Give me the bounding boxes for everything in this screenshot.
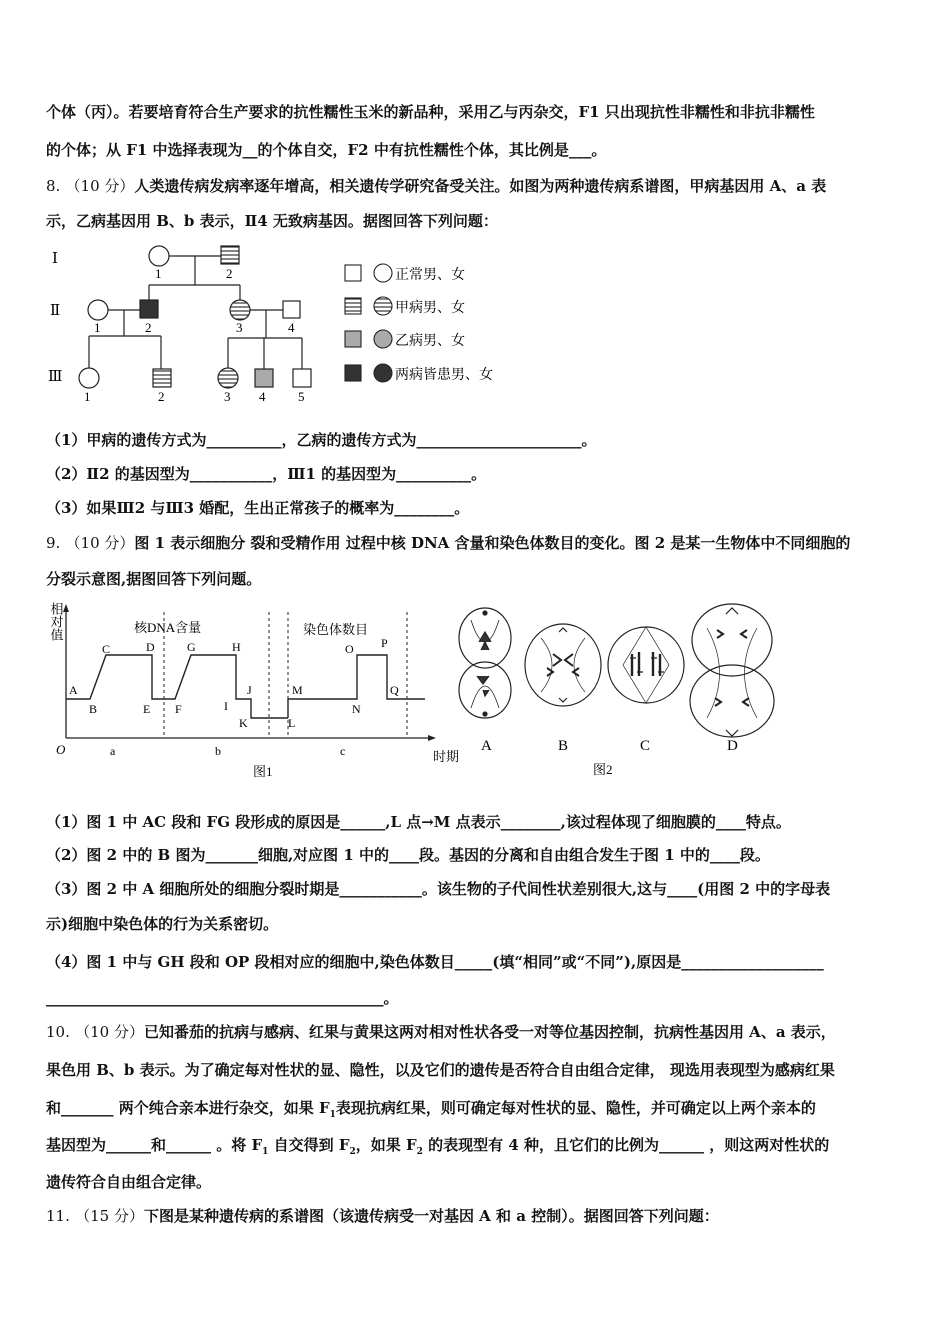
svg-text:K: K [239,716,248,730]
svg-text:P: P [381,636,388,650]
II3-disease-A-female [230,300,250,320]
III4-disease-B-male [255,369,273,387]
svg-text:H: H [232,640,241,654]
svg-text:A: A [481,738,492,754]
svg-text:I: I [224,699,228,713]
question-number: 10. [46,1023,70,1041]
svg-text:B: B [558,738,569,754]
svg-text:两病皆患男、女: 两病皆患男、女 [395,367,493,383]
x-axis-label: 时期 [433,749,460,764]
svg-text:Q: Q [390,683,399,697]
figure-2-cells [455,598,785,783]
svg-text:G: G [187,640,196,654]
question-number: 11. [46,1207,70,1225]
q9-subquestion-3a: （3）图 2 中 A 细胞所处的细胞分裂时期是___________。该生物的子代间性状差别很大,这与____(用图 2 中的字母表 [46,880,831,898]
svg-text:b: b [215,744,221,758]
generation-label-I: Ⅰ [52,251,58,267]
svg-text:D: D [727,738,738,754]
svg-text:C: C [102,642,111,656]
figure-2-caption: 图2 [593,762,613,777]
generation-label-III: Ⅲ [48,369,63,385]
question-score: （10 分） [65,534,135,552]
cell-B [525,624,601,706]
question-8-intro [46,176,910,196]
cell-D [690,604,774,737]
question-11-intro [46,1206,910,1226]
II2-both-diseases-male [140,300,158,318]
svg-text:M: M [292,683,303,697]
svg-text:a: a [110,744,116,758]
cell-C [608,627,684,703]
svg-text:甲病男、女: 甲病男、女 [395,300,465,316]
svg-text:B: B [89,702,98,716]
II1-normal-female [88,300,108,320]
pedigree-diagram-q8 [40,238,540,413]
svg-text:E: E [143,702,151,716]
svg-text:J: J [247,683,252,697]
I2-disease-A-male [221,246,239,264]
question-9-text-2: 分裂示意图,据图回答下列问题。 [46,570,262,588]
chart-title: 图1 [253,764,273,779]
q9-subquestion-1: （1）图 1 中 AC 段和 FG 段形成的原因是______,L 点→M 点表示________,该过程体现了细胞膜的____特点。 [46,813,791,831]
III1-normal-female [79,368,99,388]
svg-text:L: L [288,716,296,730]
question-number: 8. [46,177,61,195]
q8-subquestion-3: （3）如果Ⅲ2 与Ⅲ3 婚配，生出正常孩子的概率为________。 [46,499,470,517]
figure-1-chart [40,598,460,783]
svg-text:3: 3 [236,320,243,335]
q9-subquestion-4a: （4）图 1 中与 GH 段和 OP 段相对应的细胞中,染色体数目_____(填“相同”或“不同”),原因是___________________ [46,953,824,971]
svg-text:3: 3 [224,389,231,404]
III5-normal-male [293,369,311,387]
q8-subquestion-1: （1）甲病的遗传方式为__________，乙病的遗传方式为______________________。 [46,431,597,449]
III2-disease-A-male [153,369,171,387]
svg-text:O: O [345,642,354,656]
svg-text:4: 4 [288,320,295,335]
q9-subquestion-4b: _____________________________________________。 [46,989,399,1007]
cell-A [459,608,511,718]
question-score: （10 分） [75,1023,144,1041]
y-axis-label: 相对值 [48,602,64,641]
svg-text:c: c [340,744,346,758]
question-text: 下图是某种遗传病的系谱图（该遗传病受一对基因 A 和 a 控制）。据图回答下列问题： [143,1207,719,1225]
pedigree-legend [345,264,493,383]
svg-text:2: 2 [226,266,233,281]
svg-text:乙病男、女: 乙病男、女 [395,333,465,349]
question-10-intro [46,1022,910,1042]
question-score: （10 分） [65,177,135,195]
II4-normal-male [283,301,300,318]
origin-label: O [56,742,66,757]
text-line-2: 的个体；从 F1 中选择表现为__的个体自交，F2 中有抗性糯性个体，其比例是___。 [46,141,607,159]
svg-text:C: C [640,738,651,754]
svg-text:1: 1 [155,266,162,281]
svg-text:2: 2 [158,389,165,404]
question-10-text-4: 基因型为______和______ 。将 $F_1$ 自交得到 $F_2$，如果 $F_2$ 的表现型有 4 种，且它们的比例为______ ，则这两对性状的 [46,1136,830,1157]
question-10-text-2: 果色用 B、b 表示。为了确定每对性状的显、隐性，以及它们的遗传是否符合自由组合定律， 现选用表现型为感病红果 [46,1061,835,1079]
series-label-chromosome: 染色体数目 [303,622,369,637]
svg-text:A: A [69,683,78,697]
question-text: 人类遗传病发病率逐年增高，相关遗传学研究备受关注。如图为两种遗传病系谱图，甲病基因用 A、a 表 [134,177,827,195]
q8-subquestion-2: （2）Ⅱ2 的基因型为___________，Ⅲ1 的基因型为__________。 [46,465,487,483]
question-9-intro [46,533,910,553]
svg-text:正常男、女: 正常男、女 [395,267,465,283]
III3-disease-A-female [218,368,238,388]
svg-text:4: 4 [259,389,266,404]
generation-label-II: Ⅱ [50,303,61,319]
I1-normal-female [149,246,169,266]
q9-subquestion-3b: 示)细胞中染色体的行为关系密切。 [46,915,279,933]
question-10-text-3: 和_______ 两个纯合亲本进行杂交，如果 $F_1$表现抗病红果，则可确定每对性状的显、隐性，并可确定以上两个亲本的 [46,1099,816,1120]
svg-text:N: N [352,702,361,716]
svg-text:2: 2 [145,320,152,335]
question-text: 已知番茄的抗病与感病、红果与黄果这两对相对性状各受一对等位基因控制，抗病性基因用 A、a 表示， [143,1023,836,1041]
svg-text:F: F [175,702,182,716]
q9-subquestion-2: （2）图 2 中的 B 图为_______细胞,对应图 1 中的____段。基因的分离和自由组合发生于图 1 中的____段。 [46,846,770,864]
svg-text:1: 1 [94,320,101,335]
svg-text:D: D [146,640,155,654]
question-number: 9. [46,534,61,552]
question-text: 图 1 表示细胞分 裂和受精作用 过程中核 DNA 含量和染色体数目的变化。图 2 是某一生物体中不同细胞的 [134,534,851,552]
question-10-text-5: 遗传符合自由组合定律。 [46,1173,212,1191]
question-8-text-2: 示，乙病基因用 B、b 表示，Ⅱ4 无致病基因。据图回答下列问题： [46,212,498,230]
text-line-1: 个体（丙）。若要培育符合生产要求的抗性糯性玉米的新品种，采用乙与丙杂交，F1 只出现抗性非糯性和非抗非糯性 [46,103,815,121]
svg-text:1: 1 [84,389,91,404]
series-label-dna: 核DNA含量 [134,620,202,635]
question-score: （15 分） [75,1207,144,1225]
svg-text:5: 5 [298,389,305,404]
